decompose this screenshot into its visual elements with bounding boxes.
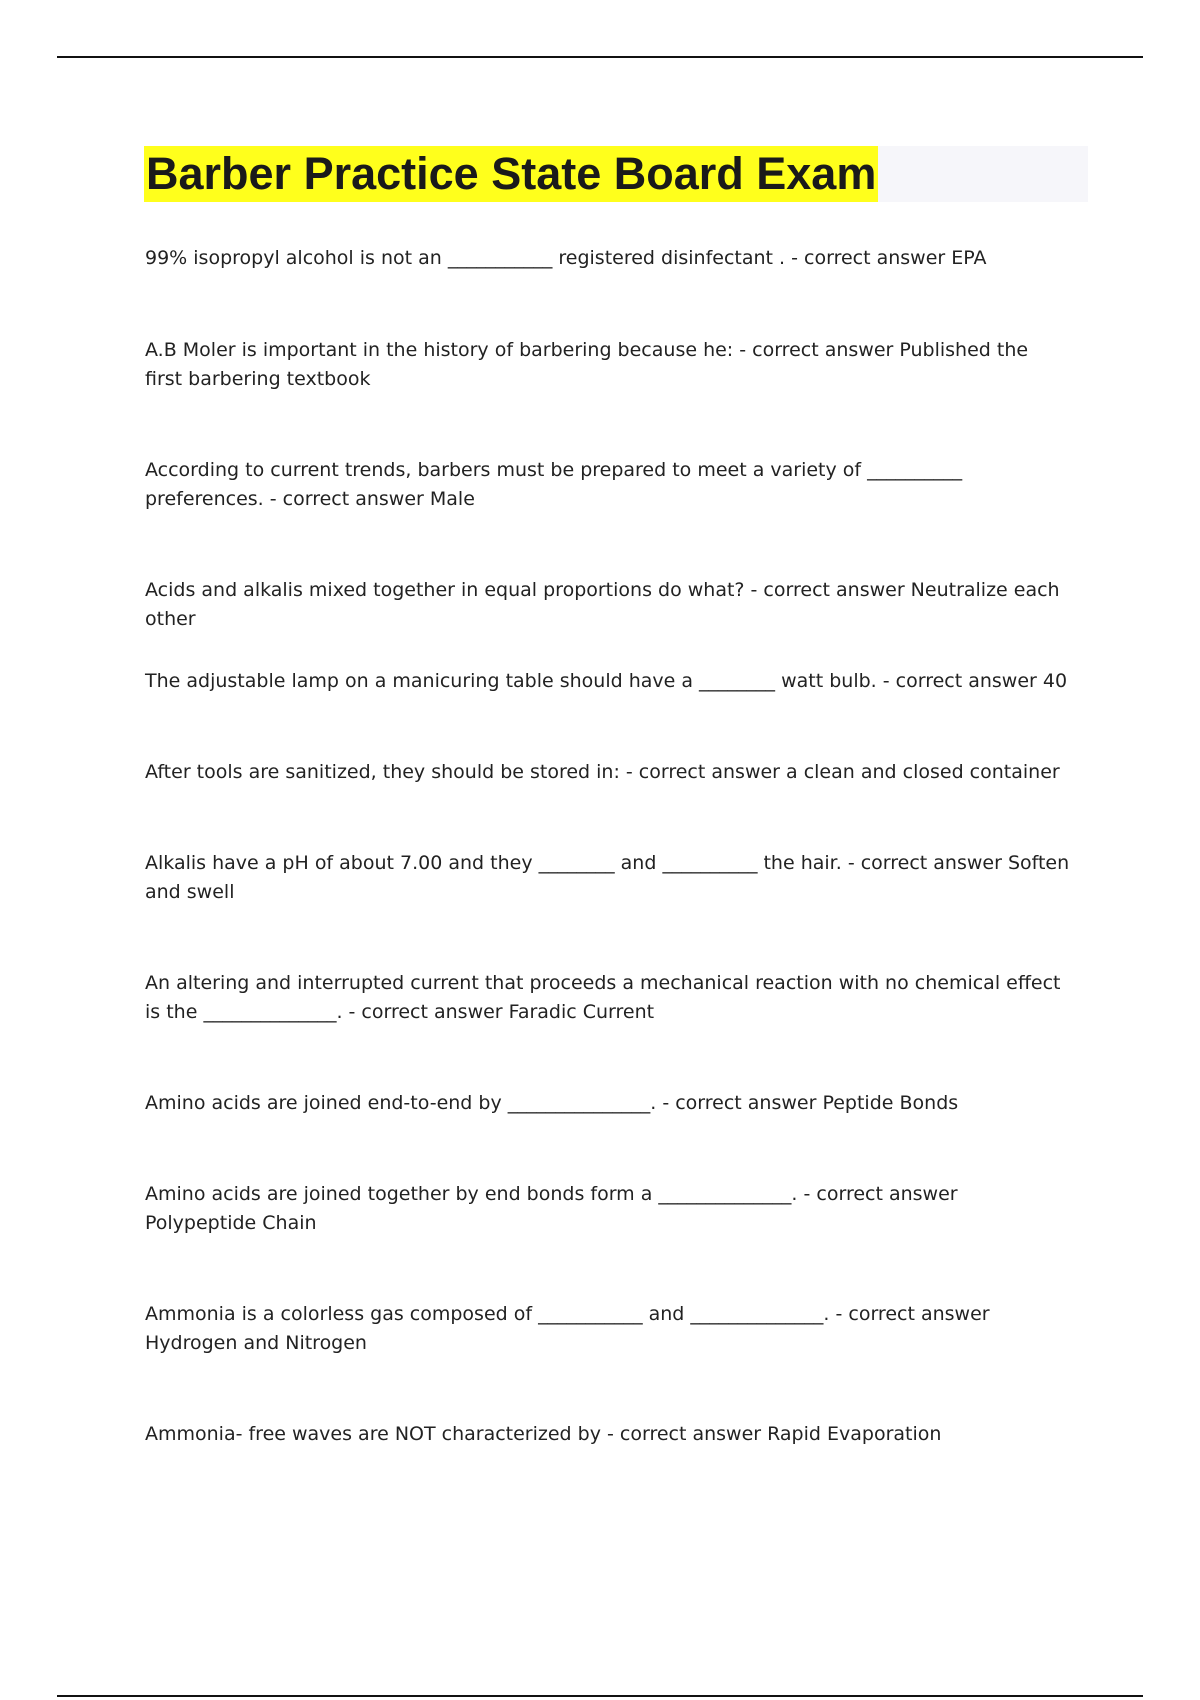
question-item: Acids and alkalis mixed together in equal proportions do what? - correct answer Neutralize each other	[145, 579, 1060, 630]
question-item: An altering and interrupted current that proceeds a mechanical reaction with no chemical effect is the ______________. - correct answer Faradic Current	[145, 972, 1061, 1023]
question-item: Amino acids are joined end-to-end by _______________. - correct answer Peptide Bonds	[145, 1092, 959, 1114]
question-item: The adjustable lamp on a manicuring table should have a ________ watt bulb. - correct answer 40	[145, 670, 1068, 692]
question-item: Ammonia- free waves are NOT characterized by - correct answer Rapid Evaporation	[145, 1423, 942, 1445]
question-item: After tools are sanitized, they should be stored in: - correct answer a clean and closed container	[145, 761, 1060, 783]
question-item: Ammonia is a colorless gas composed of ___________ and ______________. - correct answer Hydrogen and Nitrogen	[145, 1303, 990, 1354]
document-title: Barber Practice State Board Exam	[144, 146, 878, 202]
question-item: 99% isopropyl alcohol is not an ___________ registered disinfectant . - correct answer EPA	[145, 247, 987, 269]
header-rule	[57, 56, 1143, 58]
question-item: According to current trends, barbers must be prepared to meet a variety of __________ preferences. - correct answer Male	[145, 459, 963, 510]
question-item: Amino acids are joined together by end bonds form a ______________. - correct answer Polypeptide Chain	[145, 1183, 958, 1234]
title-band	[144, 146, 1088, 202]
question-item: A.B Moler is important in the history of barbering because he: - correct answer Published the first barbering textbook	[145, 339, 1029, 390]
question-item: Alkalis have a pH of about 7.00 and they ________ and __________ the hair. - correct answer Soften and swell	[145, 852, 1070, 903]
footer-rule	[57, 1695, 1143, 1697]
